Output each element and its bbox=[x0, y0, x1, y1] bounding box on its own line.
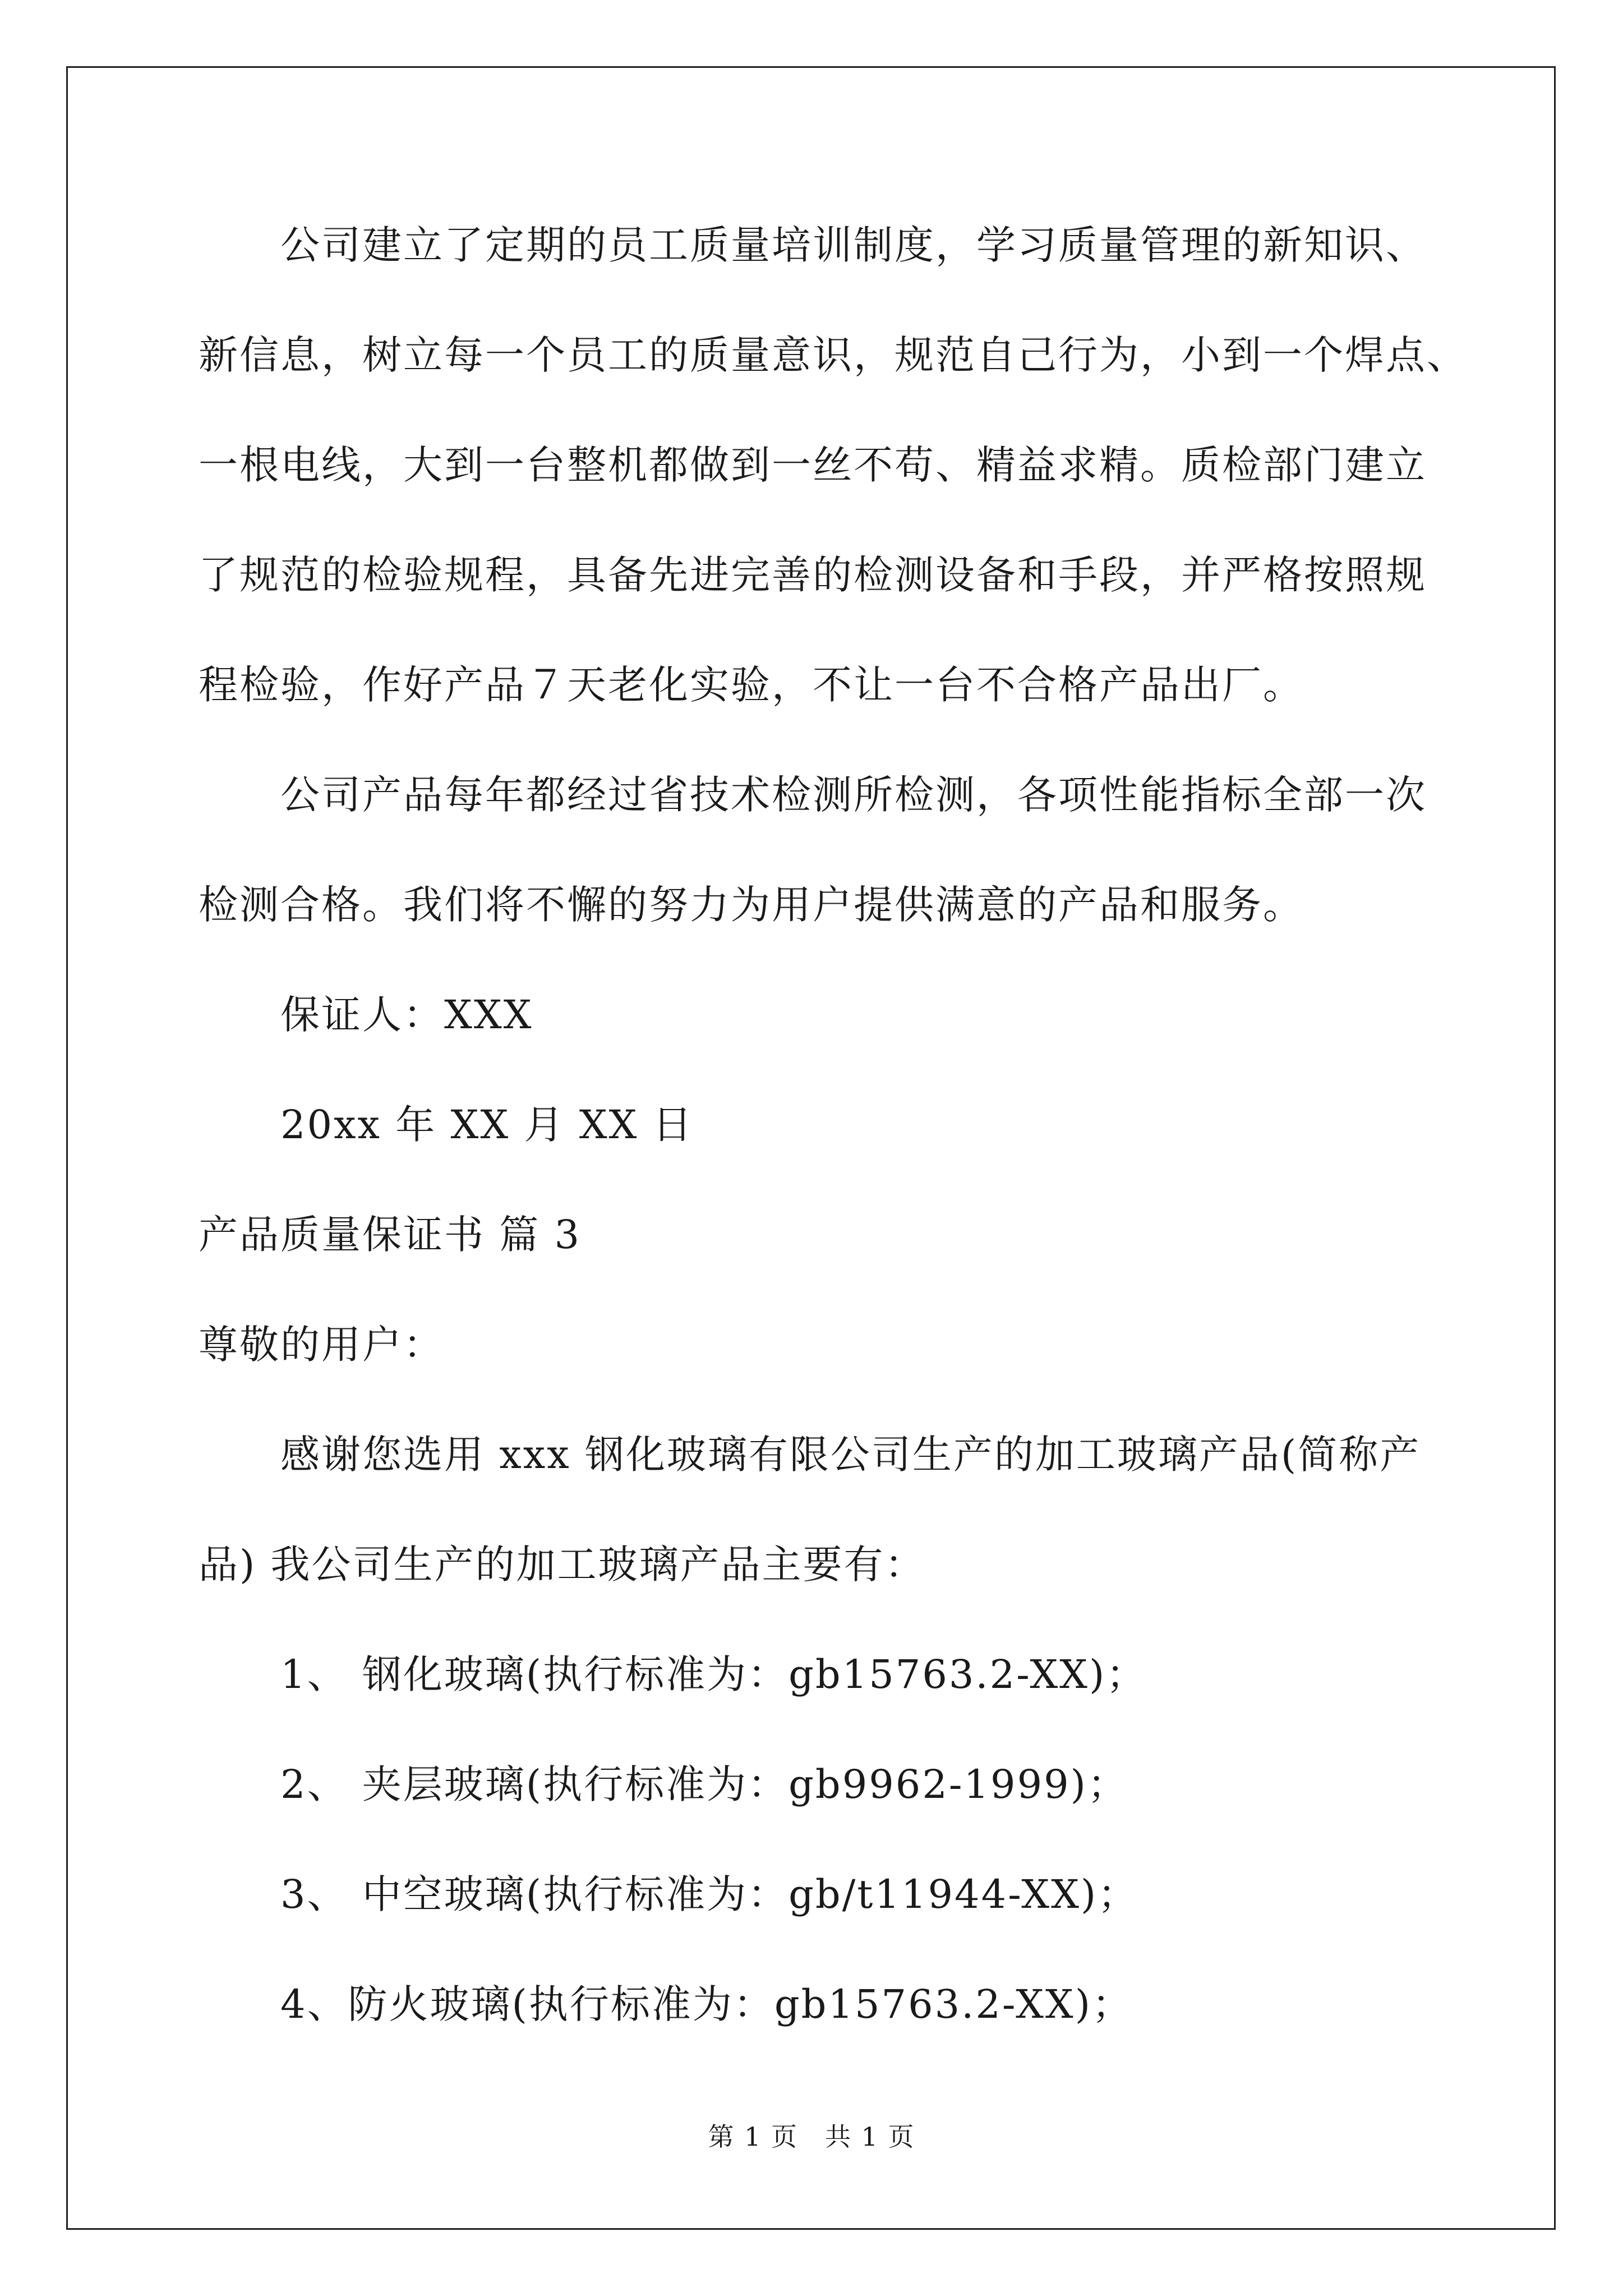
list-item: 4、防火玻璃(执行标准为：gb15763.2-XX)； bbox=[280, 1981, 1133, 2027]
guarantor-line: 保证人：XXX bbox=[280, 992, 533, 1038]
salutation: 尊敬的用户： bbox=[199, 1322, 444, 1368]
paragraph-3-line-1: 感谢您选用 xxx 钢化玻璃有限公司生产的加工玻璃产品(简称产 bbox=[280, 1432, 1421, 1478]
section-title: 产品质量保证书 篇 3 bbox=[199, 1212, 582, 1258]
paragraph-1-line-1: 公司建立了定期的员工质量培训制度，学习质量管理的新知识、 bbox=[280, 222, 1427, 268]
paragraph-2-line-2: 检测合格。我们将不懈的努力为用户提供满意的产品和服务。 bbox=[199, 882, 1304, 928]
paragraph-1-line-2: 新信息，树立每一个员工的质量意识，规范自己行为，小到一个焊点、 bbox=[199, 332, 1468, 378]
list-item: 2、 夹层玻璃(执行标准为：gb9962-1999)； bbox=[280, 1761, 1128, 1807]
list-item: 1、 钢化玻璃(执行标准为：gb15763.2-XX)； bbox=[280, 1651, 1147, 1697]
list-item: 3、 中空玻璃(执行标准为：gb/t11944-XX)； bbox=[280, 1871, 1139, 1917]
paragraph-1-line-5: 程检验，作好产品７天老化实验，不让一台不合格产品出厂。 bbox=[199, 662, 1304, 708]
paragraph-3-line-2: 品) 我公司生产的加工玻璃产品主要有： bbox=[199, 1542, 926, 1588]
paragraph-1-line-3: 一根电线，大到一台整机都做到一丝不苟、精益求精。质检部门建立 bbox=[199, 442, 1427, 488]
paragraph-1-line-4: 了规范的检验规程，具备先进完善的检测设备和手段，并严格按照规 bbox=[199, 552, 1427, 598]
date-line: 20xx 年 XX 月 XX 日 bbox=[280, 1102, 694, 1148]
paragraph-2-line-1: 公司产品每年都经过省技术检测所检测，各项性能指标全部一次 bbox=[280, 772, 1427, 818]
page-indicator: 第 1 页 共 1 页 bbox=[708, 2122, 915, 2152]
